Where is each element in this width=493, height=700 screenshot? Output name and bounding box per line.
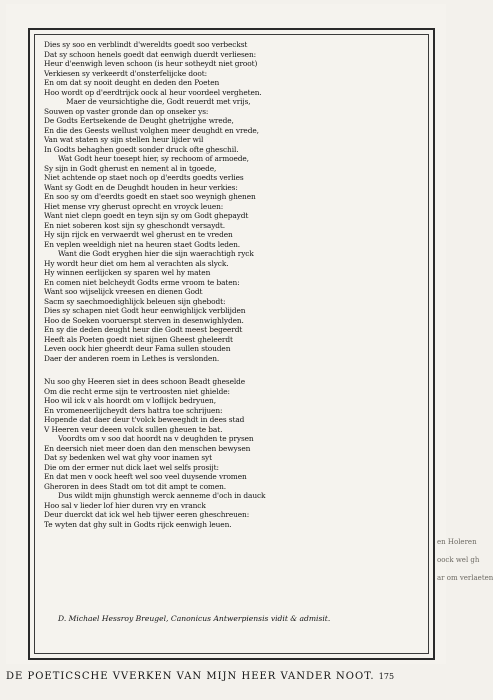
poem-line: Hy winnen eerlijcken sy sparen wel hy maten [44, 268, 211, 277]
bleed-through-text: en Holeren [437, 538, 477, 546]
poem-stanza-2 [44, 377, 424, 529]
poem-line: En dat men v oock heeft wel soo veel duysende vromen [44, 472, 247, 481]
poem-line: Dies sy schapen niet Godt heur eenwighlijck verblijden [44, 306, 246, 315]
poem-line: Want soo wijselijck vreesen en dienen Godt [44, 287, 203, 296]
poem-line: Want sy Godt en de Deughdt houden in heur verkies: [44, 182, 238, 192]
poem-line: Heur d'eenwigh leven schoon (is heur sotheydt niet groot) [44, 59, 258, 68]
poem-line: Hopende dat daer deur t'volck beweeghdt in dees stad [44, 415, 245, 424]
poem-line: Want niet clepn goedt en teyn sijn sy om Godt ghepaydt [44, 211, 249, 220]
poem-line: En veplen weeldigh niet na heuren staet Godts leden. [44, 239, 241, 249]
poem-line: En vromeneerlijcheydt ders hattra toe schrijuen: [44, 405, 223, 415]
running-head-title: DE POETICSCHE VVERKEN VAN MIJN HEER VANDER NOOT. [6, 671, 375, 682]
poem-line: Niet achtende op staet noch op d'eerdts goedts verlies [44, 173, 244, 182]
poem-line: V Heeren veur deeen volck sullen gheuen te bat. [44, 424, 223, 434]
poem-line: Leven oock hier gheerdt deur Fama sullen stouden [44, 344, 231, 353]
poem-line: En deersich niet meer doen dan den menschen bewysen [44, 443, 251, 453]
poem-line: En comen niet belcheydt Godts erme vroom te baten: [44, 277, 240, 287]
poem-line: Nu soo ghy Heeren siet in dees schoon Beadt gheselde [44, 377, 246, 386]
poem-line: Souwen op vaster gronde dan op onseker ys: [44, 106, 209, 116]
poem-line: Hy sijn rijck en verwaerdt wel gherust en te vreden [44, 230, 233, 239]
bleed-through-text: oock wel gh [437, 556, 480, 564]
poem-line: Om die recht erme sijn te vertroosten niet ghielde: [44, 386, 230, 396]
poem-line: Heeft als Poeten goedt niet sijnen Gheest gheleerdt [44, 334, 233, 344]
poem-line: En soo sy om d'eerdts goedt en staet soo weynigh ghenen [44, 192, 256, 201]
poem-line: Hoo wil ick v als hoordt om v loflijck bedryuen, [44, 396, 216, 405]
poem-line: En die des Geests wellust volghen meer deughdt en vrede, [44, 125, 259, 135]
poem-line: Maer de veursichtighe die, Godt reuerdt met vrijs, [66, 97, 251, 106]
poem-line: Sacm sy saechmoedighlijck beleuen sijn ghebodt: [44, 296, 226, 306]
poem-stanza-1 [44, 40, 424, 363]
poem-line: En om dat sy nooit deught en deden den Poeten [44, 78, 220, 87]
poem-line: En niet soberen kost sijn sy gheschondt versaydt. [44, 220, 226, 230]
poem-line: Verkiesen sy verkeerdt d'onsterfelijcke doot: [44, 68, 207, 78]
poem-line: Sy sijn in Godt gherust en nement al in tgoede, [44, 163, 217, 173]
poem-line: Dus wildt mijn ghunstigh werck aenneme d'och in dauck [58, 491, 266, 500]
poem-line: Hiet mense vry gherust oprecht en vroyck leuen: [44, 201, 224, 211]
poem-line: Voordts om v soo dat hoordt na v deughden te prysen [58, 434, 254, 443]
poem-line: Dat sy bedenken wel wat ghy voor inamen syt [44, 453, 212, 462]
stanza-break [44, 363, 424, 377]
poem-line: Van wat staten sy sijn stellen heur lijder wil [44, 135, 204, 144]
poem-line: Hoo wordt op d'eerdtrijck oock al heur voordeel vergheten. [44, 87, 262, 97]
approbation-note: D. Michael Hessroy Breugel, Canonicus Antwerpiensis vidit & admisit. [58, 614, 331, 623]
running-footer [6, 671, 448, 682]
poem-line: Want die Godt eryghen hier die sijn waerachtigh ryck [58, 249, 254, 258]
poem-line: Deur duerckt dat ick wel heb tijwer eeren gheschreuen: [44, 510, 250, 519]
poem-line: Hy wordt heur diet om hem al verachten als slyck. [44, 258, 229, 268]
poem-line: Wat Godt heur toesept hier, sy rechoom of armoede, [58, 154, 249, 163]
poem-line: In Godts behaghen goedt sonder druck ofte gheschil. [44, 144, 239, 154]
poem-line: Dies sy soo en verblindt d'wereldts goedt soo verbeckst [44, 40, 248, 49]
poem-line: Die om der ermer nut dick laet wel selfs prosijt: [44, 462, 219, 472]
poem-line: Daer der anderen roem in Lethes is verslonden. [44, 353, 220, 363]
poem-line: Dat sy schoon henels goedt dat eenwigh duerdt verliesen: [44, 49, 256, 59]
poem-line: Te wyten dat ghy sult in Godts rijck eenwigh leuen. [44, 519, 232, 529]
bleed-through-text: ar om verlaeten [437, 574, 493, 582]
poem-line: En sy die deden deught heur die Godt meest begeerdt [44, 325, 243, 334]
page-number: 175 [378, 672, 395, 681]
poem-line: Hoo de Soeken vooruerspt sterven in desenwighlyden. [44, 315, 244, 325]
poem-text [44, 40, 424, 529]
poem-line: De Godts Eertsekende de Deught ghetrijghe wrede, [44, 116, 234, 125]
poem-line: Gheroren in dees Stadt om tot dit ampt te comen. [44, 481, 227, 491]
poem-line: Hoo sal v lieder lof hier duren vry en vranck [44, 500, 206, 510]
